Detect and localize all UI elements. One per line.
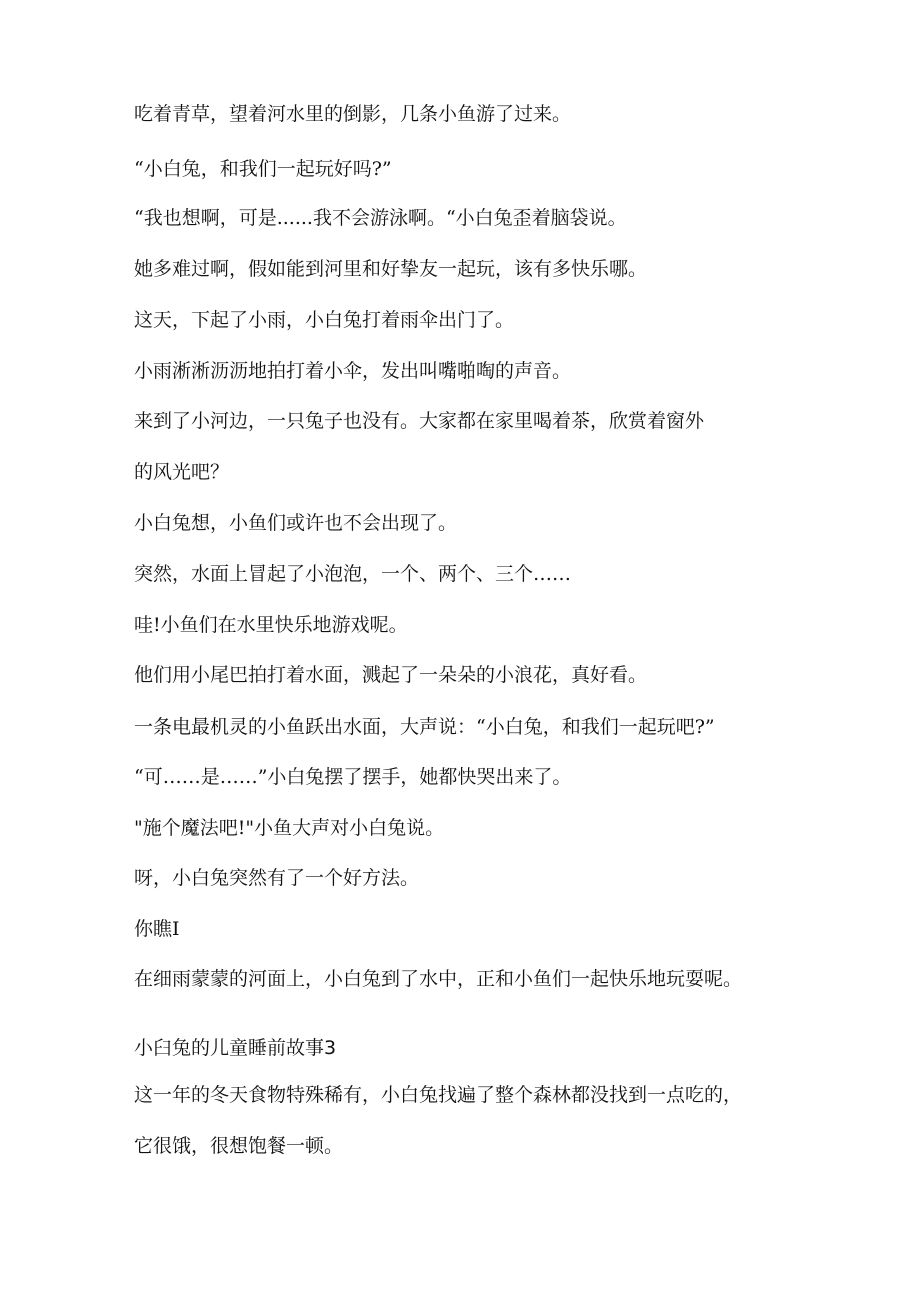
text-line: 呀，小白兔突然有了一个好方法。	[134, 867, 420, 889]
text-line: 小白兔想，小鱼们或许也不会出现了。	[134, 512, 458, 534]
text-line: 来到了小河边，一只兔子也没有。大家都在家里喝着茶，欣赏着窗外	[134, 410, 705, 432]
section-title: 小臼兔的儿童睡前故事3	[134, 1037, 337, 1059]
text-line: 这一年的冬天食物特殊稀有，小白兔找遍了整个森林都没找到一点吃的，	[134, 1084, 743, 1106]
text-line: 她多难过啊，假如能到河里和好挚友一起玩，该有多快乐哪。	[134, 258, 648, 280]
text-line: 一条电最机灵的小鱼跃出水面，大声说：“小白兔，和我们一起玩吧?”	[134, 716, 715, 738]
text-line: 哇!小鱼们在水里快乐地游戏呢。	[134, 614, 408, 636]
text-line: “可……是……”小白兔摆了摆手，她都快哭出来了。	[134, 766, 572, 788]
text-line: 的风光吧？	[134, 461, 230, 483]
text-line: 在细雨蒙蒙的河面上，小白兔到了水中，正和小鱼们一起快乐地玩耍呢。	[134, 968, 743, 990]
text-line: 突然，水面上冒起了小泡泡，一个、两个、三个……	[134, 563, 572, 585]
text-line: 他们用小尾巴拍打着水面，溅起了一朵朵的小浪花，真好看。	[134, 664, 648, 686]
text-line: 它很饿，很想饱餐一顿。	[134, 1135, 344, 1157]
text-line: “我也想啊，可是......我不会游泳啊。“小白兔歪着脑袋说。	[134, 207, 627, 229]
text-line: “小白兔，和我们一起玩好吗?”	[134, 158, 392, 180]
text-line: 这天，下起了小雨，小白兔打着雨伞出门了。	[134, 309, 515, 331]
text-line: 吃着青草，望着河水里的倒影，几条小鱼游了过来。	[134, 103, 572, 125]
text-line: 你瞧I	[134, 918, 180, 940]
text-line: "施个魔法吧!"小鱼大声对小白兔说。	[134, 817, 445, 839]
text-line: 小雨淅淅沥沥地拍打着小伞，发出叫嘴啪啕的声音。	[134, 360, 572, 382]
